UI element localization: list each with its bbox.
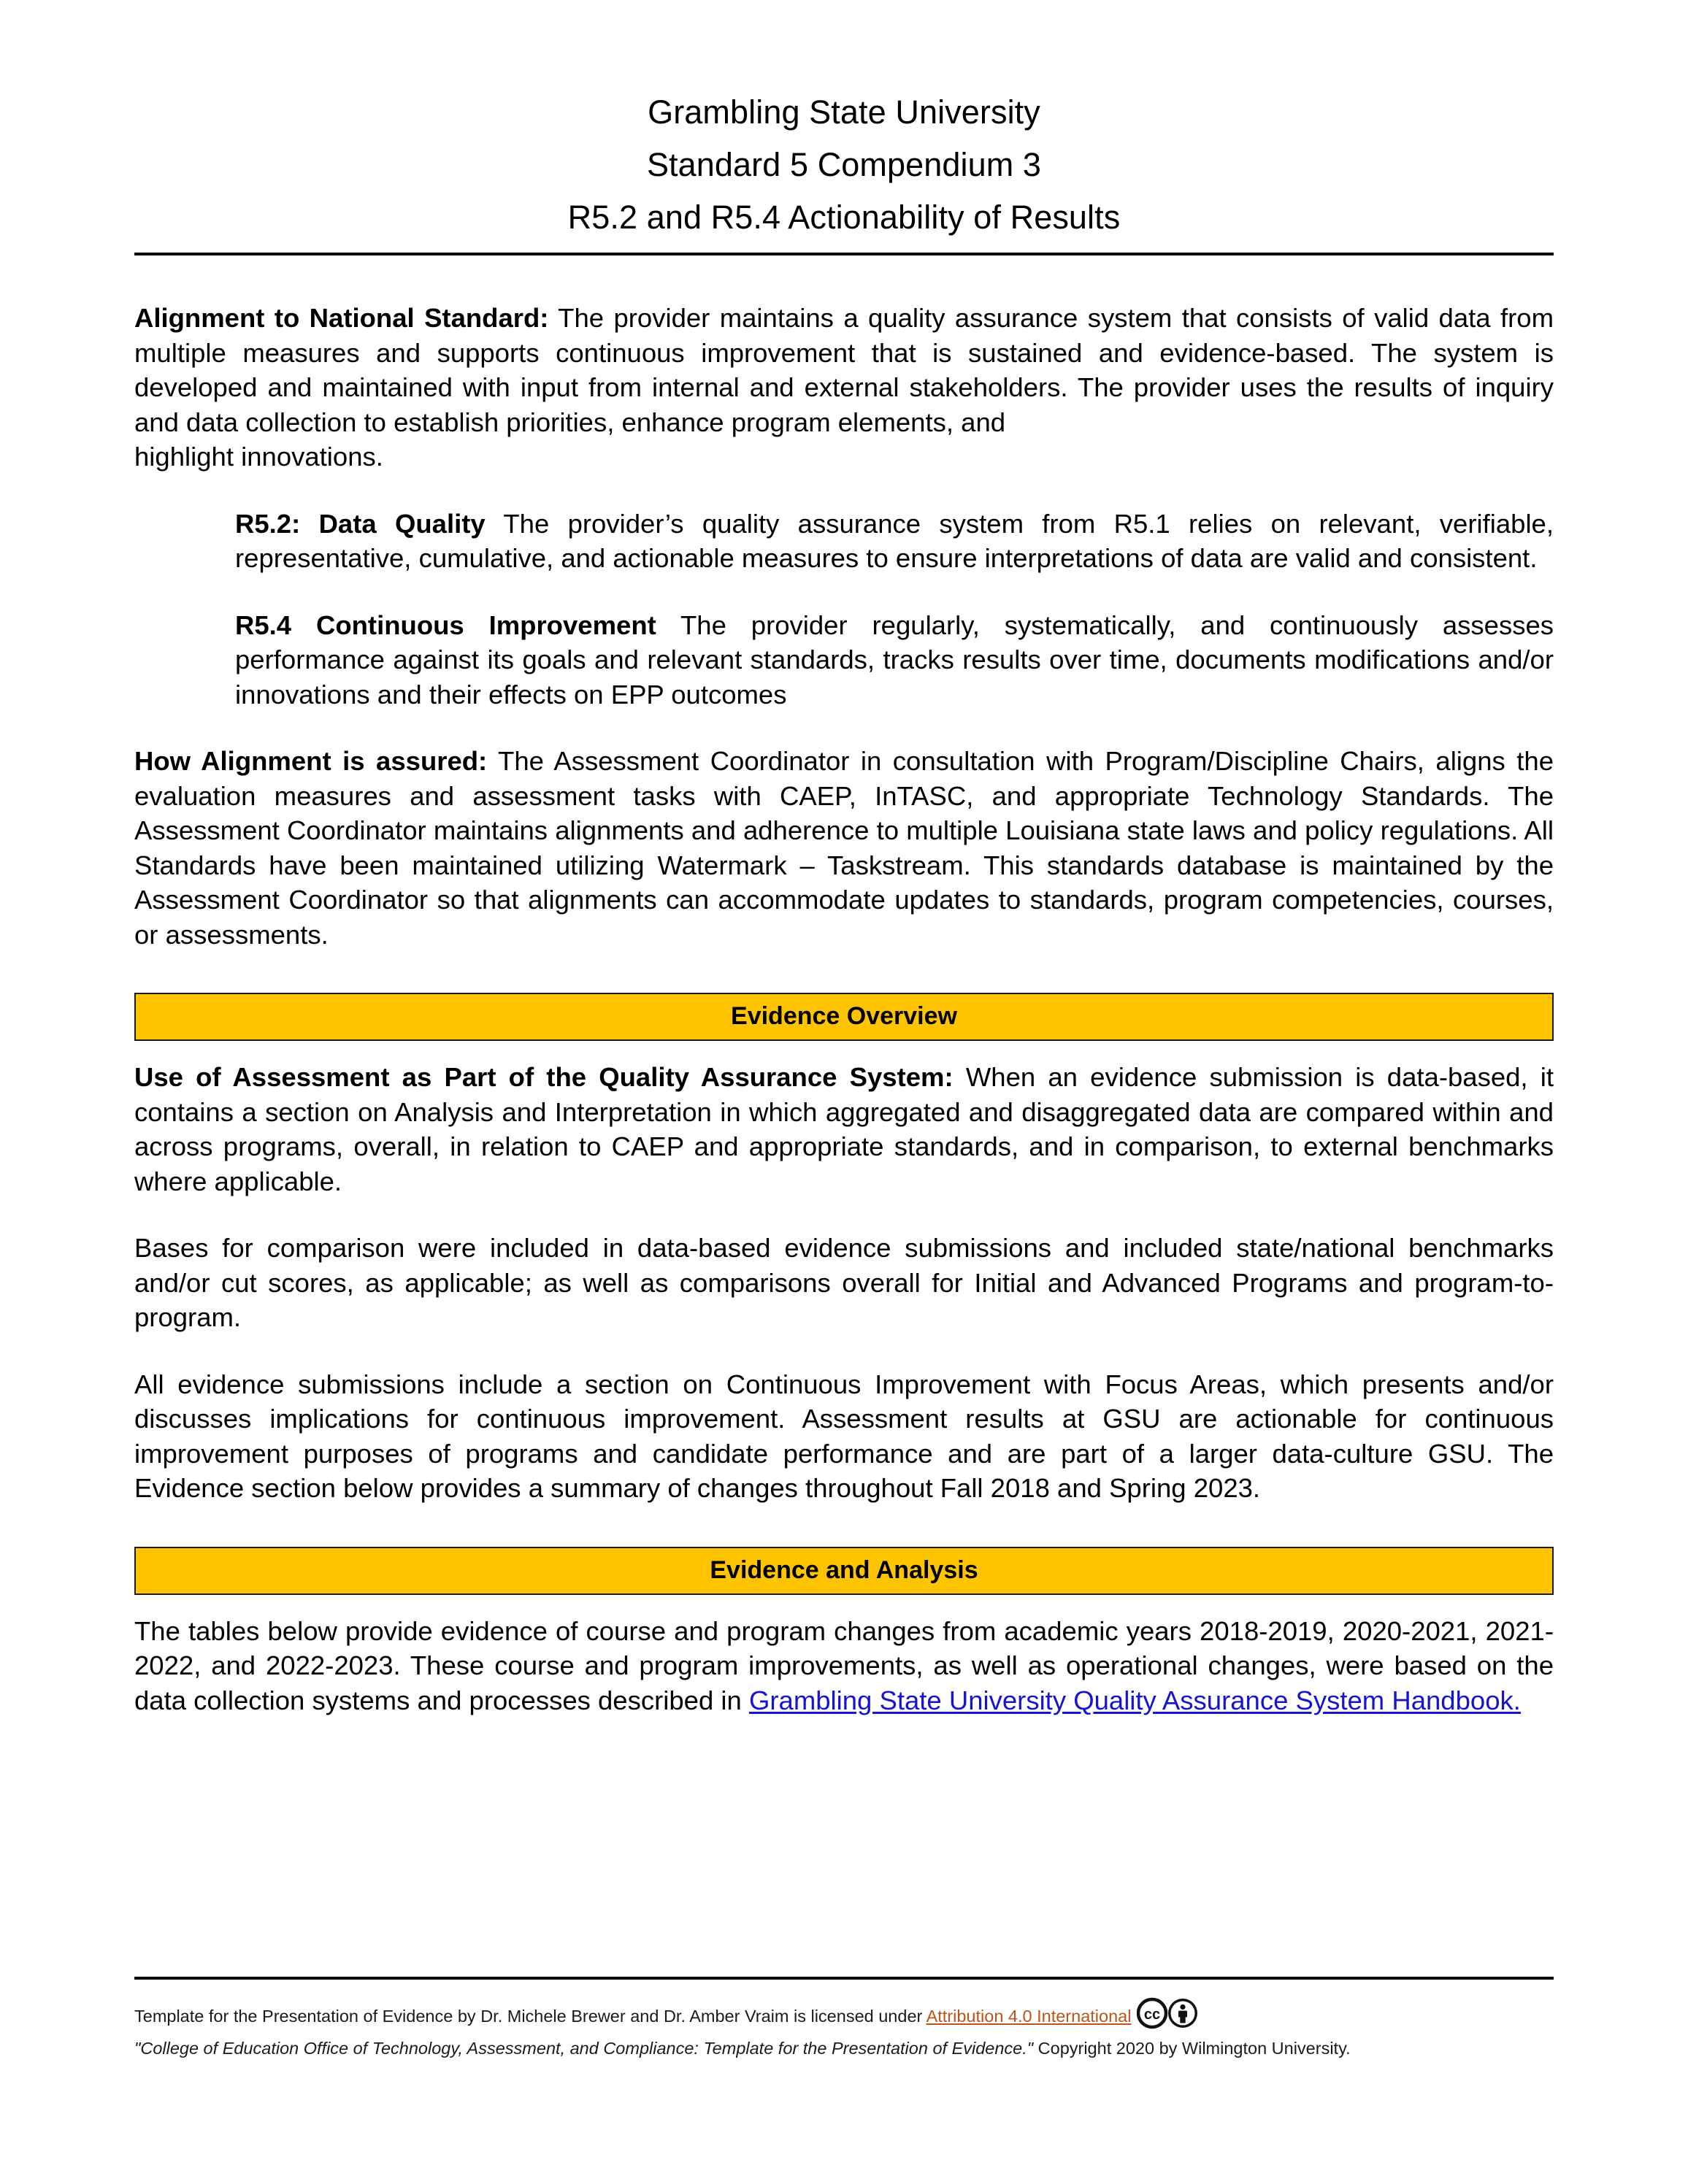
alignment-paragraph-tail: highlight innovations. <box>134 442 383 472</box>
footer-divider <box>134 1977 1554 1980</box>
title-line-1: Grambling State University <box>648 93 1040 131</box>
attribution-license-link[interactable]: Attribution 4.0 International <box>926 2007 1132 2026</box>
footer-line1-text: Template for the Presentation of Evidence by Dr. Michele Brewer and Dr. Amber Vraim is licensed under <box>134 2007 927 2026</box>
use-of-assessment-heading: Use of Assessment as Part of the Quality Assurance System: <box>134 1062 954 1092</box>
creative-commons-by-icon <box>1137 1997 1200 2029</box>
page-title <box>0 0 1688 244</box>
r54-heading: R5.4 Continuous Improvement <box>235 610 656 640</box>
footer-line2-italic: "College of Education Office of Technology, Assessment, and Compliance: Template for the Presentation of Evidence." <box>134 2039 1034 2058</box>
how-alignment-heading: How Alignment is assured: <box>134 746 488 776</box>
footer-line2-rest: Copyright 2020 by Wilmington University. <box>1033 2039 1351 2058</box>
page-footer <box>134 1977 1554 2063</box>
section-banner-evidence-overview: Evidence Overview <box>134 993 1554 1041</box>
how-alignment-paragraph <box>134 744 1554 952</box>
document-body <box>134 255 1554 1718</box>
r52-block <box>235 507 1554 576</box>
alignment-body: The provider maintains a quality assurance system that consists of valid data from multiple measures and supports continuous improvement that is sustained and evidence-based. The system is developed and maintained with input from internal and external stakeholders. The provider uses the results of inquiry and data collection to establish priorities, enhance program elements, and <box>134 303 1554 437</box>
qa-handbook-link[interactable]: Grambling State University Quality Assurance System Handbook. <box>748 1685 1521 1715</box>
use-of-assessment-body: When an evidence submission is data-based, it contains a section on Analysis and Interpretation in which aggregated and disaggregated data are compared within and across programs, overall, in relation to CAEP and appropriate standards, and in comparison, to external benchmarks where applicable. <box>134 1062 1554 1196</box>
footer-attribution <box>134 2002 1554 2063</box>
how-alignment-body: The Assessment Coordinator in consultation with Program/Discipline Chairs, aligns the evaluation measures and assessment tasks with CAEP, InTASC, and appropriate Technology Standards. The Assessment Coordinator maintains alignments and adherence to multiple Louisiana state laws and policy regulations. All Standards have been maintained utilizing Watermark – Taskstream. This standards database is maintained by the Assessment Coordinator so that alignments can accommodate updates to standards, program competencies, courses, or assessments. <box>134 746 1554 950</box>
alignment-heading: Alignment to National Standard: <box>134 303 549 333</box>
section-banner-evidence-and-analysis: Evidence and Analysis <box>134 1547 1554 1595</box>
title-line-2: Standard 5 Compendium 3 <box>646 146 1042 183</box>
footer-line2 <box>134 2034 1554 2063</box>
evidence-analysis-paragraph <box>134 1614 1554 1718</box>
r52-paragraph <box>235 507 1554 576</box>
title-line-3: R5.2 and R5.4 Actionability of Results <box>567 199 1121 236</box>
r52-body: The provider’s quality assurance system from R5.1 relies on relevant, verifiable, representative, cumulative, and actionable measures to ensure interpretations of data are valid and consistent. <box>235 508 1554 573</box>
all-evidence-submissions-paragraph: All evidence submissions include a section on Continuous Improvement with Focus Areas, which presents and/or discusses implications for continuous improvement. Assessment results at GSU are actionable for continuous improvement purposes of programs and candidate performance and are part of a larger data-culture GSU. The Evidence section below provides a summary of changes throughout Fall 2018 and Spring 2023. <box>134 1369 1554 1503</box>
alignment-paragraph <box>134 301 1554 439</box>
r52-heading: R5.2: Data Quality <box>235 508 486 539</box>
use-of-assessment-paragraph <box>134 1060 1554 1199</box>
r54-body: The provider regularly, systematically, and continuously assesses performance against its goals and relevant standards, tracks results over time, documents modifications and/or innovations and their effects on EPP outcomes <box>235 610 1554 710</box>
bases-for-comparison-paragraph: Bases for comparison were included in data-based evidence submissions and included state/national benchmarks and/or cut scores, as applicable; as well as comparisons overall for Initial and Advanced Programs and program-to-program. <box>134 1233 1554 1332</box>
evidence-analysis-text: The tables below provide evidence of course and program changes from academic years 2018-2019, 2020-2021, 2021-2022, and 2022-2023. These course and program improvements, as well as operational changes, were based on the data collection systems and processes described in <box>134 1615 1554 1715</box>
svg-text:cc: cc <box>1144 2007 1161 2023</box>
r54-paragraph <box>235 608 1554 712</box>
r54-block <box>235 608 1554 712</box>
